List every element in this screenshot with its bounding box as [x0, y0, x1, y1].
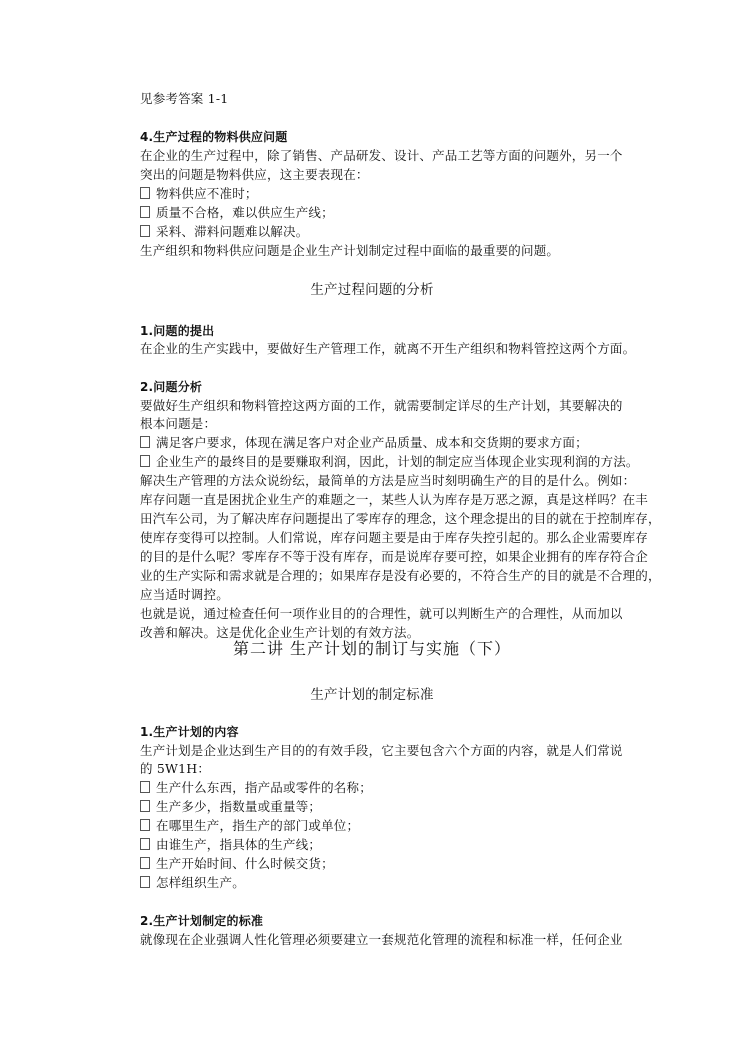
bullet-box-icon: [140, 819, 150, 831]
list-item: 满足客户要求，体现在满足客户对企业产品质量、成本和交货期的要求方面；: [140, 434, 588, 452]
heading-material-supply: 4.生产过程的物料供应问题: [140, 130, 288, 144]
bullet-box-icon: [140, 800, 150, 812]
section-title: 生产过程问题的分析: [310, 282, 434, 298]
paragraph-line: 解决生产管理的方法众说纷纭，最简单的方法是应当时刻明确生产的目的是什么。例如：: [140, 473, 636, 488]
paragraph-line: 突出的问题是物料供应，这主要表现在：: [140, 167, 369, 182]
bullet-box-icon: [140, 838, 150, 850]
bullet-box-icon: [140, 206, 150, 218]
bullet-box-icon: [140, 455, 150, 467]
bullet-box-icon: [140, 187, 150, 199]
paragraph-line: 也就是说，通过检查任何一项作业目的的合理性，就可以判断生产的合理性，从而加以: [140, 606, 623, 621]
bullet-box-icon: [140, 436, 150, 448]
heading-plan-content: 1.生产计划的内容: [140, 725, 239, 739]
reference-note: 见参考答案 1-1: [140, 91, 229, 106]
list-item: 怎样组织生产。: [140, 874, 245, 892]
paragraph-line: 改善和解决。这是优化企业生产计划的有效方法。: [140, 625, 420, 640]
section-title: 生产计划的制定标准: [310, 687, 434, 703]
list-item: 由谁生产，指具体的生产线；: [140, 836, 321, 854]
list-item: 物料供应不准时；: [140, 185, 258, 203]
heading-problem-analysis: 2.问题分析: [140, 380, 203, 394]
paragraph-line: 要做好生产组织和物料管控这两方面的工作，就需要制定详尽的生产计划，其要解决的: [140, 398, 623, 413]
bullet-box-icon: [140, 781, 150, 793]
paragraph-line: 业的生产实际和需求就是合理的；如果库存是没有必要的，不符合生产的目的就是不合理的，: [140, 568, 661, 583]
paragraph-line: 根本问题是：: [140, 416, 217, 431]
paragraph-line: 的 5W1H：: [140, 761, 211, 776]
paragraph-line: 的目的是什么呢？零库存不等于没有库存，而是说库存要可控，如果企业拥有的库存符合企: [140, 549, 649, 564]
list-item: 企业生产的最终目的是要赚取利润，因此，计划的制定应当体现企业实现利润的方法。: [140, 453, 639, 471]
paragraph-line: 应当适时调控。: [140, 587, 229, 602]
list-item: 生产开始时间、什么时候交货；: [140, 855, 334, 873]
heading-problem-raised: 1.问题的提出: [140, 324, 215, 338]
paragraph-line: 就像现在企业强调人性化管理必须要建立一套规范化管理的流程和标准一样，任何企业: [140, 932, 623, 947]
paragraph-line: 库存问题一直是困扰企业生产的难题之一，某些人认为库存是万恶之源，真是这样吗？在丰: [140, 492, 649, 507]
paragraph-line: 田汽车公司，为了解决库存问题提出了零库存的理念，这个理念提出的目的就在于控制库存，: [140, 511, 661, 526]
paragraph-line: 在企业的生产过程中，除了销售、产品研发、设计、产品工艺等方面的问题外，另一个: [140, 148, 623, 163]
bullet-box-icon: [140, 876, 150, 888]
lecture-title: 第二讲 生产计划的制订与实施（下）: [232, 639, 512, 658]
list-item: 质量不合格，难以供应生产线；: [140, 204, 334, 222]
bullet-box-icon: [140, 225, 150, 237]
list-item: 在哪里生产，指生产的部门或单位；: [140, 817, 359, 835]
paragraph-line: 使库存变得可以控制。人们常说，库存问题主要是由于库存失控引起的。那么企业需要库存: [140, 530, 649, 545]
list-item: 采料、滞料问题难以解决。: [140, 223, 308, 241]
paragraph-line: 生产组织和物料供应问题是企业生产计划制定过程中面临的最重要的问题。: [140, 243, 560, 258]
paragraph-line: 生产计划是企业达到生产目的的有效手段，它主要包含六个方面的内容，就是人们常说: [140, 743, 623, 758]
bullet-box-icon: [140, 857, 150, 869]
list-item: 生产多少，指数量或重量等；: [140, 798, 321, 816]
heading-plan-standard: 2.生产计划制定的标准: [140, 914, 264, 928]
list-item: 生产什么东西，指产品或零件的名称；: [140, 779, 372, 797]
paragraph-line: 在企业的生产实践中，要做好生产管理工作，就离不开生产组织和物料管控这两个方面。: [140, 341, 636, 356]
